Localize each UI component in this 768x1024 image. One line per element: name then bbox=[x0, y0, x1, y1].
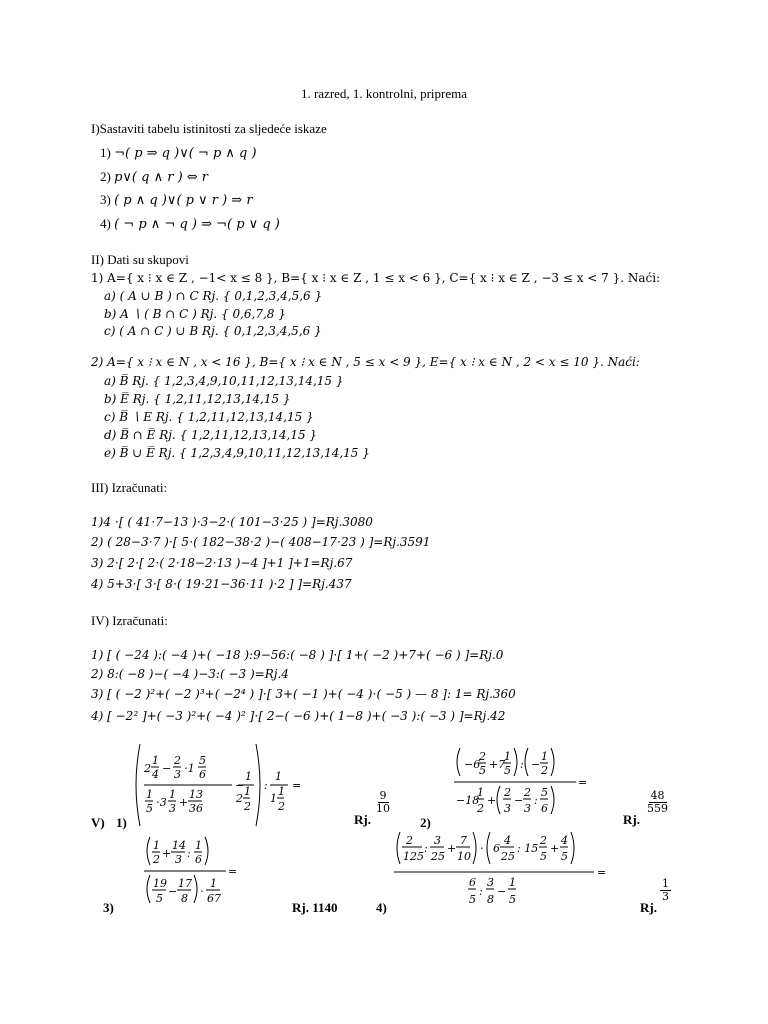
svg-text:⋅: ⋅ bbox=[480, 842, 484, 855]
s3-item-1: 1)4 ⋅[ ( 41⋅7−13 )⋅3−2⋅( 101−3⋅25 ) ]=Rj.3080 bbox=[91, 515, 373, 529]
svg-text:2: 2 bbox=[236, 792, 243, 805]
problem-3-number: 3) bbox=[103, 900, 114, 915]
s4-item-2: 2) 8:( −8 )−( −4 )−3:( −3 )=Rj.4 bbox=[91, 667, 289, 681]
svg-text:1: 1 bbox=[153, 839, 160, 852]
s3-item-4: 4) 5+3⋅[ 3⋅[ 8⋅( 19⋅21−36⋅11 )⋅2 ] ]=Rj.437 bbox=[91, 577, 352, 591]
section-1-heading: I)Sastaviti tabelu istinitosti za sljedeće iskaze bbox=[91, 121, 327, 136]
s2-t2-item-c: c) B̅ ∖ E Rj. { 1,2,11,12,13,14,15 } bbox=[104, 410, 314, 424]
svg-text:1: 1 bbox=[244, 785, 251, 798]
section-5-label: V) 1) bbox=[91, 815, 127, 830]
svg-text:3: 3 bbox=[504, 802, 511, 815]
s2-t2-item-e: e) B̅ ∪ E̅ Rj. { 1,2,3,4,9,10,11,12,13,14,15 } bbox=[104, 446, 370, 460]
section-2-heading: II) Dati su skupovi bbox=[91, 252, 189, 267]
svg-text:3: 3 bbox=[169, 802, 176, 815]
svg-text:+: + bbox=[162, 847, 172, 860]
svg-text:6: 6 bbox=[469, 876, 476, 889]
svg-text:⋅1: ⋅1 bbox=[184, 762, 195, 775]
problem-1-expression bbox=[132, 740, 312, 830]
s2-t2-item-b: b) E̅ Rj. { 1,2,11,12,13,14,15 } bbox=[104, 392, 291, 406]
svg-text:−: − bbox=[235, 779, 245, 792]
svg-text:36: 36 bbox=[189, 802, 203, 815]
svg-text:+: + bbox=[487, 794, 497, 807]
svg-text:−: − bbox=[514, 794, 524, 807]
svg-text:+: + bbox=[550, 842, 560, 855]
s3-item-2: 2) ( 28−3⋅7 )⋅[ 5⋅( 182−38⋅2 )−( 408−17⋅23 ) ]=Rj.3591 bbox=[91, 535, 431, 549]
s1-item-2 bbox=[100, 169, 208, 186]
s2-t2-item-a: a) B̅ Rj. { 1,2,3,4,9,10,11,12,13,14,15 } bbox=[104, 374, 344, 388]
svg-text:13: 13 bbox=[189, 788, 203, 801]
svg-text:=: = bbox=[292, 779, 302, 792]
svg-text:: 15: : 15 bbox=[517, 842, 539, 855]
svg-text:3: 3 bbox=[434, 834, 441, 847]
svg-text:2: 2 bbox=[524, 786, 531, 799]
svg-text:14: 14 bbox=[172, 839, 186, 852]
s2-t1-item-b: b) A ∖ ( B ∩ C ) Rj. { 0,6,7,8 } bbox=[104, 307, 286, 321]
s2-t1-item-c: c) ( A ∩ C ) ∪ B Rj. { 0,1,2,3,4,5,6 } bbox=[104, 324, 322, 338]
svg-text:2: 2 bbox=[144, 762, 151, 775]
svg-text::: : bbox=[264, 779, 268, 792]
svg-text:+: + bbox=[179, 796, 189, 809]
svg-text:−: − bbox=[168, 885, 178, 898]
svg-text:+: + bbox=[447, 842, 457, 855]
s2-task-1: 1) A={ x ⁝ x ∈ Z , −1< x ≤ 8 }, B={ x ⁝ x ∈ Z , 1 ≤ x < 6 }, C={ x ⁝ x ∈ Z , −3 ≤ x < 7 }. Naći: bbox=[91, 271, 661, 285]
svg-text:2: 2 bbox=[541, 764, 548, 777]
svg-text:1: 1 bbox=[541, 750, 548, 763]
svg-text:1: 1 bbox=[146, 788, 153, 801]
section-4-heading: IV) Izračunati: bbox=[91, 613, 168, 628]
problem-2-answer-fraction: $\frac{48}{559}$ bbox=[647, 789, 668, 815]
problem-1-answer: Rj. bbox=[354, 812, 371, 827]
problem-2-answer: Rj. bbox=[623, 812, 640, 827]
svg-text:=: = bbox=[578, 776, 588, 789]
svg-text::: : bbox=[187, 847, 191, 860]
problem-4-answer-fraction: $\frac{1}{3}$ bbox=[662, 877, 669, 903]
svg-text:2: 2 bbox=[477, 802, 484, 815]
problem-4-number: 4) bbox=[376, 900, 387, 915]
item-number: 2) bbox=[100, 169, 111, 184]
svg-text::: : bbox=[479, 885, 483, 898]
page-title: 1. razred, 1. kontrolni, priprema bbox=[300, 86, 468, 101]
svg-text:7: 7 bbox=[460, 834, 467, 847]
svg-text:67: 67 bbox=[207, 892, 221, 905]
svg-text:−18: −18 bbox=[456, 794, 480, 807]
svg-text:5: 5 bbox=[469, 893, 476, 906]
svg-text:2: 2 bbox=[479, 750, 486, 763]
s4-item-4: 4) [ −2² ]+( −3 )²+( −4 )² ]⋅[ 2−( −6 )+( 1−8 )+( −3 ):( −3 ) ]=Rj.42 bbox=[91, 709, 506, 723]
svg-text::: : bbox=[424, 842, 428, 855]
svg-text:−: − bbox=[497, 885, 507, 898]
svg-text:2: 2 bbox=[504, 786, 511, 799]
svg-text:125: 125 bbox=[403, 850, 424, 863]
svg-text:2: 2 bbox=[540, 834, 547, 847]
item-number: 1) bbox=[100, 145, 111, 160]
item-number: 4) bbox=[100, 216, 111, 231]
svg-text:3: 3 bbox=[524, 802, 531, 815]
svg-text:4: 4 bbox=[561, 834, 568, 847]
svg-text:2: 2 bbox=[406, 834, 413, 847]
svg-text:2: 2 bbox=[174, 754, 181, 767]
svg-text:6: 6 bbox=[541, 802, 548, 815]
svg-text:1: 1 bbox=[270, 792, 277, 805]
svg-text:−: − bbox=[531, 758, 541, 771]
svg-text:1: 1 bbox=[169, 788, 176, 801]
svg-text:1: 1 bbox=[275, 770, 282, 783]
problem-1-number: 1) bbox=[115, 815, 127, 830]
svg-text:5: 5 bbox=[199, 754, 206, 767]
problem-1-answer-fraction: $\frac{9}{10}$ bbox=[376, 789, 390, 815]
svg-text:17: 17 bbox=[178, 877, 192, 890]
logic-expression: ( ¬ p ∧ ¬ q ) ⇒ ¬( p ∨ q ) bbox=[114, 217, 280, 232]
svg-text:2: 2 bbox=[244, 800, 251, 813]
problem-4-answer: Rj. bbox=[640, 900, 657, 915]
problem-3-answer: Rj. 1140 bbox=[292, 900, 338, 915]
svg-text:−6: −6 bbox=[464, 758, 481, 771]
svg-text:10: 10 bbox=[457, 850, 471, 863]
svg-text:1: 1 bbox=[504, 750, 511, 763]
s4-item-1: 1) [ ( −24 ):( −4 )+( −18 ):9−56:( −8 ) ]⋅[ 1+( −2 )+7+( −6 ) ]=Rj.0 bbox=[91, 648, 504, 662]
svg-text:25: 25 bbox=[431, 850, 445, 863]
svg-text:5: 5 bbox=[146, 802, 153, 815]
svg-text:1: 1 bbox=[278, 785, 285, 798]
svg-text:6: 6 bbox=[199, 768, 206, 781]
svg-text:2: 2 bbox=[153, 853, 160, 866]
problem-4-expression bbox=[392, 830, 622, 915]
svg-text::: : bbox=[520, 758, 524, 771]
svg-text:2: 2 bbox=[278, 800, 285, 813]
svg-text:⋅: ⋅ bbox=[200, 885, 204, 898]
svg-text:1: 1 bbox=[210, 877, 217, 890]
problem-2-expression bbox=[448, 746, 598, 816]
svg-text:4: 4 bbox=[504, 834, 511, 847]
svg-text:3: 3 bbox=[174, 768, 181, 781]
svg-text:5: 5 bbox=[156, 892, 163, 905]
svg-text:8: 8 bbox=[181, 892, 188, 905]
svg-text:19: 19 bbox=[153, 877, 167, 890]
s2-t2-item-d: d) B̅ ∩ E̅ Rj. { 1,2,11,12,13,14,15 } bbox=[104, 428, 318, 442]
svg-text:1: 1 bbox=[477, 786, 484, 799]
svg-text:=: = bbox=[597, 866, 607, 879]
svg-text:⋅3: ⋅3 bbox=[156, 796, 167, 809]
svg-text:=: = bbox=[228, 865, 238, 878]
svg-text:5: 5 bbox=[541, 786, 548, 799]
svg-text:5: 5 bbox=[540, 850, 547, 863]
svg-text:1: 1 bbox=[509, 876, 516, 889]
s4-item-3: 3) [ ( −2 )²+( −2 )³+( −2⁴ ) ]⋅[ 3+( −1 )+( −4 )⋅( −5 ) — 8 ]: 1= Rj.360 bbox=[91, 687, 516, 701]
problem-3-expression bbox=[140, 835, 250, 915]
svg-text:+7: +7 bbox=[489, 758, 506, 771]
s1-item-1 bbox=[100, 145, 257, 162]
svg-text:4: 4 bbox=[152, 768, 159, 781]
svg-text:3: 3 bbox=[175, 853, 182, 866]
s2-task-2: 2) A={ x ⁝ x ∈ N , x < 16 }, B={ x ⁝ x ∈ N , 5 ≤ x < 9 }, E={ x ⁝ x ∈ N , 2 < x ≤ 10 }. Naći: bbox=[91, 355, 640, 369]
logic-expression: ( p ∧ q )∨( p ∨ r ) ⇒ r bbox=[114, 193, 253, 208]
svg-text::: : bbox=[534, 794, 538, 807]
item-number: 3) bbox=[100, 192, 111, 207]
section-3-heading: III) Izračunati: bbox=[91, 480, 168, 495]
svg-text:5: 5 bbox=[561, 850, 568, 863]
svg-text:5: 5 bbox=[479, 764, 486, 777]
logic-expression: p∨( q ∧ r ) ⇔ r bbox=[114, 170, 209, 185]
svg-text:1: 1 bbox=[195, 839, 202, 852]
svg-text:5: 5 bbox=[504, 764, 511, 777]
svg-text:6: 6 bbox=[195, 853, 202, 866]
svg-text:1: 1 bbox=[152, 754, 159, 767]
problem-2-number: 2) bbox=[420, 815, 431, 830]
svg-text:5: 5 bbox=[509, 893, 516, 906]
svg-text:3: 3 bbox=[487, 876, 494, 889]
s3-item-3: 3) 2⋅[ 2⋅[ 2⋅( 2⋅18−2⋅13 )−4 ]+1 ]+1=Rj.67 bbox=[91, 556, 353, 570]
svg-text:1: 1 bbox=[245, 770, 252, 783]
svg-text:−: − bbox=[162, 762, 172, 775]
svg-text:6: 6 bbox=[493, 842, 500, 855]
logic-expression: ¬( p ⇒ q )∨( ¬ p ∧ q ) bbox=[114, 146, 257, 161]
svg-text:25: 25 bbox=[501, 850, 515, 863]
s1-item-3 bbox=[100, 192, 253, 209]
s2-t1-item-a: a) ( A ∪ B ) ∩ C Rj. { 0,1,2,3,4,5,6 } bbox=[104, 289, 323, 303]
s1-item-4 bbox=[100, 216, 280, 233]
svg-text:8: 8 bbox=[487, 893, 494, 906]
